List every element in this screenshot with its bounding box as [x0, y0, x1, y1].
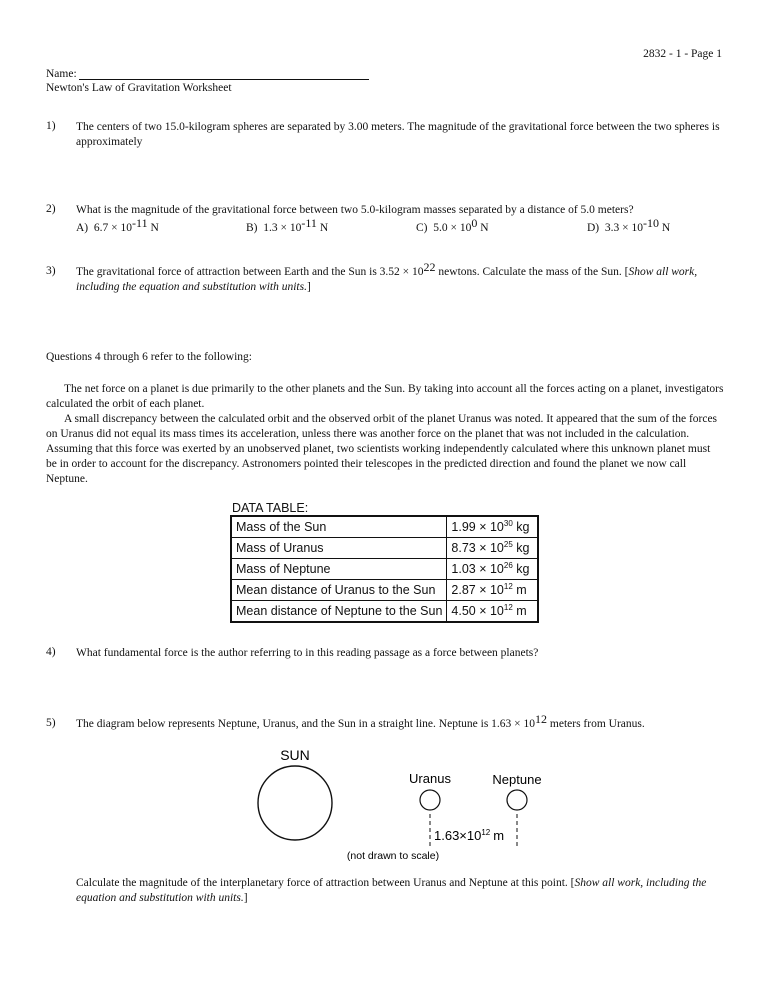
sun-label: SUN — [280, 747, 310, 763]
planet-diagram — [250, 740, 550, 870]
uranus-label: Uranus — [409, 771, 451, 786]
data-table-caption: DATA TABLE: — [232, 501, 309, 515]
distance-label: $1.63\times 10^{12}$ m — [434, 828, 505, 843]
table-row — [231, 559, 538, 580]
name-field — [46, 68, 369, 80]
q2-choice-b: B) $1.3 \times 10^{-11}$ N — [246, 216, 329, 234]
q2-choice-d: D) $3.3 \times 10^{-10}$ N — [587, 216, 671, 234]
name-underline — [79, 68, 369, 80]
page-number: 2832 - 1 - Page 1 — [643, 48, 722, 60]
name-label: Name: — [46, 68, 77, 80]
q2-choice-c: C) $5.0 \times 10^0$ N — [416, 216, 489, 234]
passage-paragraph-1: The net force on a planet is due primarily to the other planets and the Sun. By taking into account all the forces acting on a planet, investigators calculated the orbit of each planet. — [46, 383, 724, 410]
q2-text: What is the magnitude of the gravitational force between two 5.0-kilogram masses separated by a distance of 5.0 meters? — [76, 204, 634, 216]
scale-note: (not drawn to scale) — [346, 850, 440, 862]
neptune-circle — [507, 790, 527, 810]
passage-intro: Questions 4 through 6 refer to the following: — [46, 351, 253, 363]
q4-number: 4) — [46, 646, 56, 658]
worksheet-title: Newton's Law of Gravitation Worksheet — [46, 82, 232, 94]
table-row — [231, 538, 538, 559]
table-cell-value: $1.03 \times 10^{26}$ kg — [447, 559, 539, 580]
q5-text: The diagram below represents Neptune, Uranus, and the Sun in a straight line. Neptune is $1.63 \times 10^{12}$ meters from Uranus. — [76, 712, 645, 730]
q1-text: The centers of two 15.0-kilogram spheres are separated by 3.00 meters. The magnitude of the gravitational force between the two spheres is approximately — [76, 121, 720, 148]
passage-body — [46, 382, 724, 487]
table-row — [231, 580, 538, 601]
neptune-label: Neptune — [492, 772, 542, 787]
table-cell-value: $1.99 \times 10^{30}$ kg — [447, 516, 539, 538]
table-cell-value: $4.50 \times 10^{12}$ m — [447, 601, 539, 623]
q5-number: 5) — [46, 717, 56, 729]
q5-followup: Calculate the magnitude of the interplanetary force of attraction between Uranus and Neptune at this point. [Show all work, including the equation and substitution with units.] — [76, 877, 707, 904]
table-cell-quantity: Mean distance of Neptune to the Sun — [231, 601, 447, 623]
q3-text: The gravitational force of attraction between Earth and the Sun is $3.52 \times 10^{22}$ newtons. Calculate the mass of the Sun. [Show all work, including the equation and substitution with units.] — [76, 260, 698, 293]
table-row — [231, 601, 538, 623]
table-cell-quantity: Mass of the Sun — [231, 516, 447, 538]
passage-paragraph-2: A small discrepancy between the calculated orbit and the observed orbit of the planet Uranus was noted. It appeared that the sum of the forces on Uranus did not equal its mass times its acceleration, unless there was another force on the planet that was not included in the calculation. Assuming that this force was exerted by an unobserved planet, two scientists working independently calculated where this unknown planet must be in order to account for the discrepancy. Astronomers pointed their telescopes in the predicted direction and found the planet we now call Neptune. — [46, 413, 718, 485]
table-row — [231, 516, 538, 538]
q4-text: What fundamental force is the author referring to in this reading passage as a force between planets? — [76, 647, 539, 659]
q3-number: 3) — [46, 265, 56, 277]
data-table — [230, 515, 539, 623]
table-cell-quantity: Mass of Uranus — [231, 538, 447, 559]
q2-number: 2) — [46, 203, 56, 215]
table-cell-quantity: Mean distance of Uranus to the Sun — [231, 580, 447, 601]
table-cell-value: $2.87 \times 10^{12}$ m — [447, 580, 539, 601]
table-cell-value: $8.73 \times 10^{25}$ kg — [447, 538, 539, 559]
sun-circle — [258, 766, 332, 840]
table-cell-quantity: Mass of Neptune — [231, 559, 447, 580]
q2-choice-a: A) $6.7 \times 10^{-11}$ N — [76, 216, 159, 234]
uranus-circle — [420, 790, 440, 810]
q1-number: 1) — [46, 120, 56, 132]
